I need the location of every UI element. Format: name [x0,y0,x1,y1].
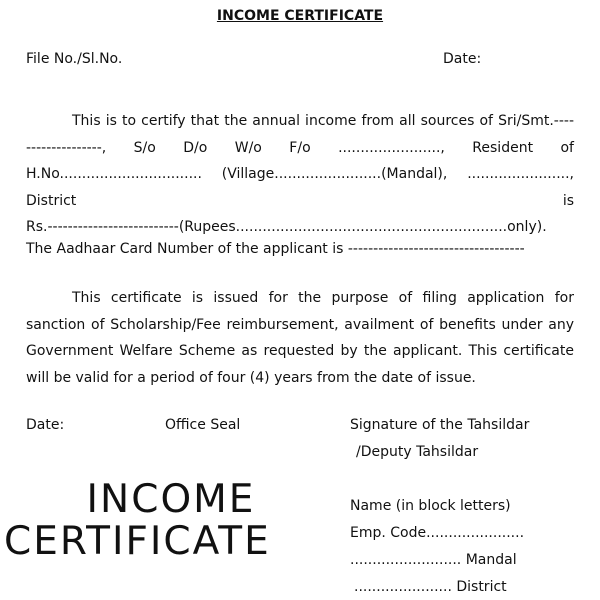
mandal-label: ......................... Mandal [350,552,517,568]
district-label: ...................... District [354,579,507,595]
signature-label: Signature of the Tahsildar [350,417,530,433]
purpose-paragraph [26,285,574,391]
purpose-line: will be valid for a period of four (4) years from the date of issue. [26,369,476,386]
employee-code-label: Emp. Code...................... [350,525,525,541]
aadhaar-line: The Aadhaar Card Number of the applicant is ----------------------------------- [26,241,525,257]
name-block-letters-label: Name (in block letters) [350,498,511,514]
certification-paragraph [26,108,574,241]
overlay-heading-line2: CERTIFICATE [4,519,271,564]
purpose-line: sanction of Scholarship/Fee reimbursement, availment of benefits under any [26,316,574,333]
office-seal-label: Office Seal [165,417,241,433]
overlay-heading-line1: INCOME [86,477,256,522]
footer-date-label: Date: [26,417,65,433]
page-title: INCOME CERTIFICATE [216,8,384,24]
signature-designation: /Deputy Tahsildar [356,444,479,460]
purpose-line: This certificate is issued for the purpose of filing application for [72,290,574,306]
header-date-label: Date: [443,51,482,67]
certification-line: Rs.--------------------------(Rupees.............................................................only). [26,219,547,235]
certification-line: This is to certify that the annual income from all sources of Sri/Smt.---- [72,113,574,129]
certification-line: ---------------, S/o D/o W/o F/o ......................., Resident of [26,139,574,156]
purpose-line: Government Welfare Scheme as requested by the applicant. This certificate [26,343,574,359]
certification-line: H.No................................ (Village........................(Mandal), ......................., District is [26,166,574,209]
file-number-label: File No./Sl.No. [26,51,123,67]
